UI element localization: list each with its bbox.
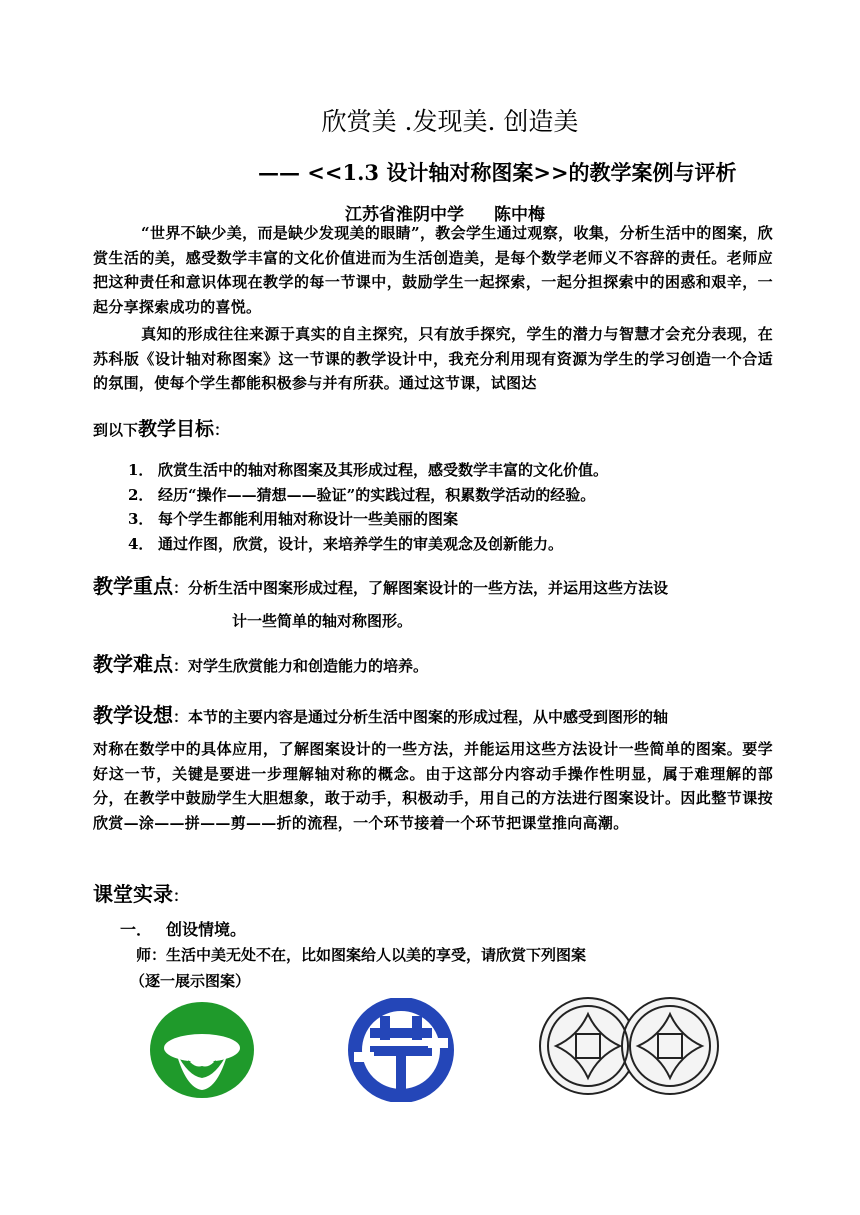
section-1-number: 一． <box>120 920 153 939</box>
difficulty-text: 对学生欣赏能力和创造能力的培养。 <box>188 657 429 675</box>
goals-heading-colon: ： <box>214 421 230 439</box>
goals-intro-line <box>93 414 229 441</box>
design-line-1 <box>93 699 668 728</box>
difficulty-label: 教学难点 <box>93 652 173 676</box>
green-food-logo-icon <box>146 1000 258 1100</box>
design-paragraph: 对称在数学中的具体应用，了解图案设计的一些方法，并能运用这些方法设计一些简单的图案。要学好这一节，关键是要进一步理解轴对称的概念。由于这部分内容动手操作性明显，属于难理解的部分，在教学中鼓励学生大胆想象，敢于动手，积极动手，用自己的方法进行图案设计。因此整节课按欣赏—涂——拼——剪——折的流程，一个环节接着一个环节把课堂推向高潮。 <box>93 740 773 832</box>
record-label: 课堂实录 <box>93 882 173 906</box>
intro-paragraph-1 <box>93 221 773 319</box>
goal-item <box>128 532 608 557</box>
difficulty-colon: ： <box>173 657 189 675</box>
design-colon: ： <box>173 708 189 726</box>
intro-paragraph-2 <box>93 322 773 396</box>
key-point-line-2: 计一些简单的轴对称图形。 <box>232 612 413 630</box>
goal-number: 3． <box>128 510 154 528</box>
page-title: 欣赏美 .发现美. 创造美 <box>321 107 579 136</box>
goal-number: 1． <box>128 461 154 479</box>
goal-text: 通过作图，欣赏，设计，来培养学生的审美观念及创新能力。 <box>158 534 564 553</box>
intro-p1-text: “世界不缺少美，而是缺少发现美的眼睛”，教会学生通过观察，收集，分析生活中的图案，欣赏生活的美，感受数学丰富的文化价值进而为生活创造美，是每个数学老师义不容辞的责任。老师应把这种责任和意识体现在教学的每一节课中，鼓励学生一起探索，一起分担探索中的困惑和艰辛，一起分享探索成功的喜悦。 <box>93 224 773 316</box>
page-subtitle: —— <<1.3 设计轴对称图案>>的教学案例与评析 <box>258 160 737 185</box>
section-1-heading <box>120 917 246 940</box>
logo-gallery <box>0 990 860 1100</box>
key-point-line-1 <box>93 570 668 599</box>
goal-item <box>128 458 608 483</box>
teacher-line: 师：生活中美无处不在，比如图案给人以美的享受，请欣赏下列图案 <box>136 946 587 964</box>
goal-number: 2． <box>128 485 154 504</box>
display-note: （逐一展示图案） <box>130 972 251 990</box>
goal-text: 欣赏生活中的轴对称图案及其形成过程，感受数学丰富的文化价值。 <box>158 461 609 479</box>
key-point-colon: ： <box>173 579 189 597</box>
railway-blue-logo-icon <box>346 998 456 1102</box>
record-colon: ： <box>173 887 189 905</box>
key-point-text-1: 分析生活中图案形成过程，了解图案设计的一些方法，并运用这些方法设 <box>188 579 669 597</box>
goals-list <box>128 458 608 556</box>
design-label: 教学设想 <box>93 703 173 727</box>
difficulty-line <box>93 648 428 677</box>
intro-p2-text: 真知的形成往往来源于真实的自主探究，只有放手探究，学生的潜力与智慧才会充分表现，在苏科版《设计轴对称图案》这一节课的教学设计中，我充分利用现有资源为学生的学习创造一个合适的氛围，使每个学生都能积极参与并有所获。通过这节课，试图达 <box>93 325 773 392</box>
section-1-title: 创设情境。 <box>166 920 247 939</box>
goal-item <box>128 507 608 532</box>
goals-intro-prefix: 到以下 <box>93 421 139 439</box>
author-name: 陈中梅 <box>494 205 545 225</box>
double-coin-icon <box>536 994 722 1098</box>
author-school: 江苏省淮阴中学 <box>345 205 464 225</box>
goal-item <box>128 483 608 508</box>
goal-text: 经历“操作——猜想——验证”的实践过程，积累数学活动的经验。 <box>158 485 596 504</box>
goals-heading: 教学目标 <box>138 418 215 440</box>
record-heading-line <box>93 878 188 907</box>
goal-text: 每个学生都能利用轴对称设计一些美丽的图案 <box>158 510 459 528</box>
key-point-label: 教学重点 <box>93 574 173 598</box>
goal-number: 4． <box>128 534 154 553</box>
design-text-1: 本节的主要内容是通过分析生活中图案的形成过程，从中感受到图形的轴 <box>188 708 669 726</box>
